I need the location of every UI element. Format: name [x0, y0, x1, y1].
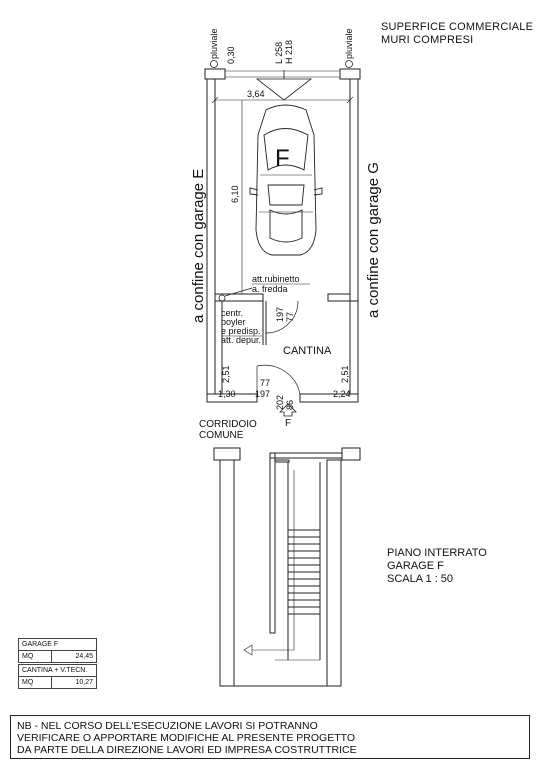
note-line1: NB - NEL CORSO DELL'ESECUZIONE LAVORI SI POTRANNO: [17, 720, 318, 732]
pluviale-left-icon: [211, 61, 218, 68]
door-size-l: L 258: [274, 41, 284, 64]
top-wall: [205, 69, 360, 79]
left-dim-251: 2,51: [221, 365, 231, 383]
plan-info-line1: PIANO INTERRATO: [387, 547, 487, 559]
surface-note-line1: SUPERFICE COMMERCIALE: [381, 21, 534, 33]
bottom-dim-left: 1,30: [218, 389, 236, 399]
tech-label-1: centr.: [221, 308, 244, 318]
door-dim-197-lower: 197: [255, 389, 271, 399]
door-dim-197-upper: 197: [275, 306, 285, 322]
tech-label-4: att. depur.: [221, 335, 262, 345]
side-label-left: a confine con garage E: [190, 168, 207, 323]
garage-letter: F: [275, 145, 290, 172]
cantina-area-title: CANTINA + V.TECN.: [19, 665, 97, 677]
tech-label-3: e predisp.: [221, 326, 261, 336]
stairwell: [214, 448, 360, 686]
cantina-area-table: [18, 664, 97, 689]
door-dim-77-lower: 77: [260, 378, 271, 388]
length-dimension: 6,10: [230, 185, 240, 203]
car-icon: [250, 105, 322, 255]
faucet-label-1: att.rubinetto: [252, 274, 300, 284]
garage-area-title: GARAGE F: [19, 639, 97, 651]
door-dim-86: 86: [285, 399, 295, 410]
right-dim-251: 2,51: [340, 365, 350, 383]
corridor-label-1: CORRIDOIO: [199, 419, 257, 430]
width-dimension: 3,64: [247, 89, 265, 99]
tech-label-2: boyler: [221, 317, 246, 327]
plan-info: [387, 547, 487, 586]
garage-door-arrow-icon: [257, 70, 311, 100]
side-label-right: a confine con garage G: [365, 162, 382, 318]
faucet-label-2: a. fredda: [252, 284, 288, 294]
pluviale-right-label: pluviale: [344, 28, 354, 59]
entrance-letter: F: [285, 418, 292, 429]
garage-area-unit: MQ: [19, 651, 52, 663]
pluviale-right-icon: [346, 61, 353, 68]
garage-area-table: [18, 638, 97, 663]
plan-info-line3: SCALA 1 : 50: [387, 573, 454, 585]
cantina-area-value: 10,27: [52, 677, 97, 689]
note-line2: VERIFICARE O APPORTARE MODIFICHE AL PRESENTE PROGETTO: [17, 732, 356, 744]
plan-info-line2: GARAGE F: [387, 560, 444, 572]
note-box: [10, 715, 530, 759]
cantina-label: CANTINA: [283, 345, 332, 357]
cantina-area-unit: MQ: [19, 677, 52, 689]
door-dim-77-upper: 77: [285, 311, 295, 322]
door-dim-202: 202: [275, 394, 285, 410]
corridor-label-2: COMUNE: [199, 430, 244, 441]
pluviale-left-label: pluviale: [209, 28, 219, 59]
width-dimension-line: [212, 97, 353, 103]
top-wall-dimension: 0,30: [226, 46, 236, 64]
bottom-dim-right: 2,24: [333, 389, 351, 399]
surface-note-line2: MURI COMPRESI: [381, 34, 474, 46]
garage-area-value: 24,45: [52, 651, 97, 663]
door-size-h: H 218: [284, 39, 294, 64]
note-line3: DA PARTE DELLA DIREZIONE LAVORI ED IMPRESA COSTRUTTRICE: [17, 744, 357, 756]
